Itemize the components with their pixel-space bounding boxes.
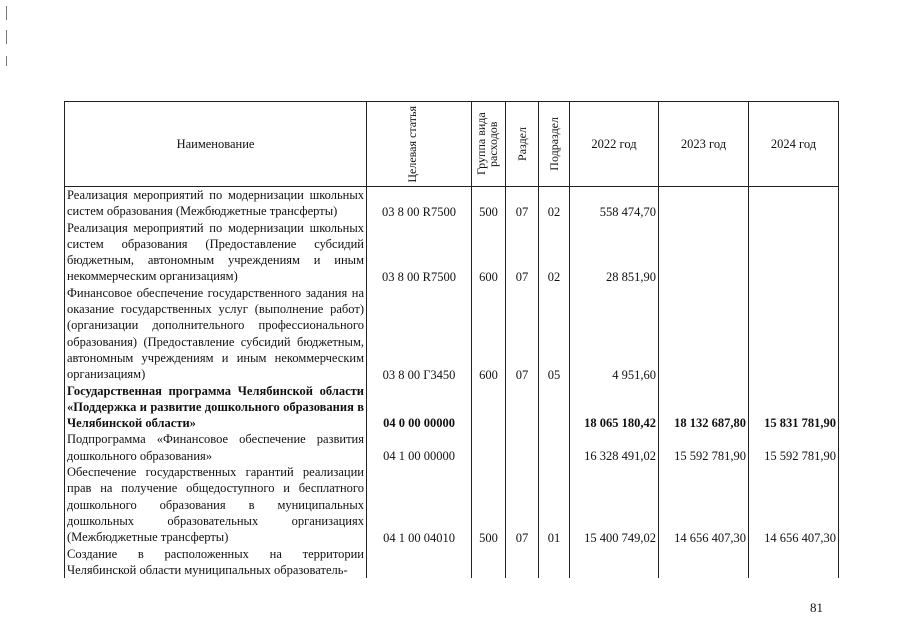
row-2024 (749, 285, 839, 383)
row-2022: 15 400 749,02 (570, 464, 659, 545)
row-section: 07 (506, 464, 539, 545)
row-section (506, 546, 539, 579)
row-2024: 14 656 407,30 (749, 464, 839, 545)
table-header-row (65, 102, 839, 187)
row-2023 (659, 285, 749, 383)
header-name: Наименование (65, 102, 367, 187)
row-target: 04 1 00 04010 (367, 464, 472, 545)
row-subsection: 05 (539, 285, 570, 383)
row-2022: 18 065 180,42 (570, 383, 659, 432)
row-group (472, 431, 506, 464)
row-name: Реализация мероприятий по модернизации школьных систем образования (Межбюджетные трансферты) (65, 187, 367, 220)
row-target: 03 8 00 R7500 (367, 187, 472, 220)
table-row (65, 431, 839, 464)
table-row (65, 285, 839, 383)
row-2022: 28 851,90 (570, 220, 659, 285)
row-subsection (539, 383, 570, 432)
row-2022: 558 474,70 (570, 187, 659, 220)
header-2022: 2022 год (570, 102, 659, 187)
row-name: Обеспечение государственных гарантий реализации прав на получение общедоступного и бесплатного дошкольного образования в муниципальных дошкольных образовательных организациях (Межбюджетные трансферты) (65, 464, 367, 545)
table-row (65, 383, 839, 432)
row-2024 (749, 187, 839, 220)
row-section: 07 (506, 285, 539, 383)
table-row (65, 220, 839, 285)
row-subsection: 02 (539, 220, 570, 285)
row-group (472, 546, 506, 579)
row-2022 (570, 546, 659, 579)
row-name: Финансовое обеспечение государственного задания на оказание государственных услуг (выполнение работ) (организации дополнительного профессионального образования) (Предоставление субсидий бюджетным, автономным учреждениям и иным некоммерческим организациям) (65, 285, 367, 383)
table-row (65, 464, 839, 545)
budget-table (64, 101, 839, 578)
row-name: Создание в расположенных на территории Челябинской области муниципальных образователь- (65, 546, 367, 579)
row-2023 (659, 220, 749, 285)
row-subsection: 02 (539, 187, 570, 220)
table-row (65, 187, 839, 220)
header-2024: 2024 год (749, 102, 839, 187)
row-group: 500 (472, 464, 506, 545)
row-2022: 16 328 491,02 (570, 431, 659, 464)
row-2024 (749, 220, 839, 285)
row-target: 04 1 00 00000 (367, 431, 472, 464)
row-section (506, 431, 539, 464)
row-target: 03 8 00 R7500 (367, 220, 472, 285)
row-name: Государственная программа Челябинской области «Поддержка и развитие дошкольного образования в Челябинской области» (65, 383, 367, 432)
row-group (472, 383, 506, 432)
row-2023 (659, 546, 749, 579)
row-2023: 18 132 687,80 (659, 383, 749, 432)
row-section (506, 383, 539, 432)
edge-mark (6, 6, 7, 20)
page-number: 81 (810, 600, 823, 615)
edge-mark (6, 56, 7, 66)
row-group: 600 (472, 220, 506, 285)
header-subsection: Подраздел (539, 102, 570, 187)
row-target (367, 546, 472, 579)
row-subsection: 01 (539, 464, 570, 545)
header-group: Группа вида расходов (472, 102, 506, 187)
header-section: Раздел (506, 102, 539, 187)
row-target: 04 0 00 00000 (367, 383, 472, 432)
row-target: 03 8 00 Г3450 (367, 285, 472, 383)
header-2023: 2023 год (659, 102, 749, 187)
header-target: Целевая статья (367, 102, 472, 187)
row-2023 (659, 187, 749, 220)
row-name: Подпрограмма «Финансовое обеспечение развития дошкольного образования» (65, 431, 367, 464)
row-group: 600 (472, 285, 506, 383)
row-2024: 15 831 781,90 (749, 383, 839, 432)
row-2023: 15 592 781,90 (659, 431, 749, 464)
edge-mark (6, 30, 7, 44)
row-name: Реализация мероприятий по модернизации школьных систем образования (Предоставление субсидий бюджетным, автономным учреждениям и иным некоммерческим организациям) (65, 220, 367, 285)
row-2024: 15 592 781,90 (749, 431, 839, 464)
row-2022: 4 951,60 (570, 285, 659, 383)
table-row (65, 546, 839, 579)
row-subsection (539, 546, 570, 579)
row-group: 500 (472, 187, 506, 220)
row-subsection (539, 431, 570, 464)
row-2024 (749, 546, 839, 579)
row-section: 07 (506, 187, 539, 220)
row-2023: 14 656 407,30 (659, 464, 749, 545)
row-section: 07 (506, 220, 539, 285)
